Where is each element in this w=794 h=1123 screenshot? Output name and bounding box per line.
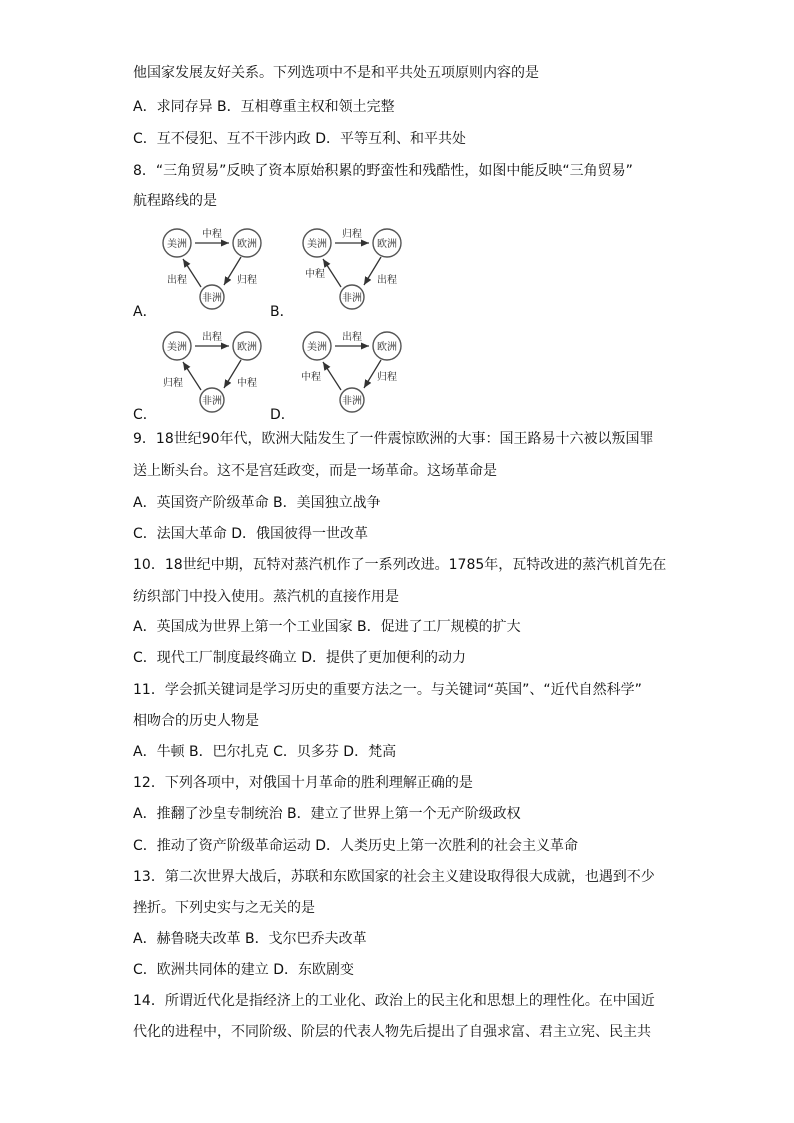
edge-label-left: 中程: [301, 372, 321, 383]
question-7-stem-end: 他国家发展友好关系。下列选项中不是和平共处五项原则内容的是: [133, 65, 539, 81]
edge-label-right: 归程: [237, 275, 257, 286]
option-b-label: B．: [270, 304, 294, 320]
question-10-stem: 10．18世纪中期，瓦特对蒸汽机作了一系列改进。1785年，瓦特改进的蒸汽机首先在: [133, 557, 667, 573]
question-7-options-ab: A．求同存异 B．互相尊重主权和领土完整: [133, 99, 395, 115]
question-9-options-cd: C．法国大革命 D．俄国彼得一世改革: [133, 526, 369, 542]
question-11-options: A．牛顿 B．巴尔扎克 C．贝多芬 D．梵高: [133, 744, 397, 760]
svg-text:欧洲: 欧洲: [377, 239, 397, 250]
svg-text:美洲: 美洲: [167, 342, 187, 353]
node-america: [303, 229, 331, 257]
svg-text:美洲: 美洲: [307, 239, 327, 250]
question-14-stem-cont: 代化的进程中，不同阶级、阶层的代表人物先后提出了自强求富、君主立宪、民主共: [133, 1024, 651, 1040]
node-europe: [233, 229, 261, 257]
node-america: [163, 229, 191, 257]
svg-text:欧洲: 欧洲: [377, 342, 397, 353]
question-13-stem-cont: 挫折。下列史实与之无关的是: [133, 900, 315, 916]
question-9-stem: 9．18世纪90年代，欧洲大陆发生了一件震惊欧洲的大事：国王路易十六被以叛国罪: [133, 431, 654, 447]
option-a-label: A．: [133, 304, 157, 320]
svg-text:美洲: 美洲: [307, 342, 327, 353]
edge-label-left: 出程: [167, 275, 187, 286]
question-8-stem: 8．“三角贸易”反映了资本原始积累的野蛮性和残酷性，如图中能反映“三角贸易”: [133, 163, 633, 179]
edge-label-top: 归程: [342, 229, 362, 240]
svg-text:欧洲: 欧洲: [237, 239, 257, 250]
question-13-options-cd: C．欧洲共同体的建立 D．东欧剧变: [133, 962, 355, 978]
question-10-stem-cont: 纺织部门中投入使用。蒸汽机的直接作用是: [133, 589, 399, 605]
question-10-options-cd: C．现代工厂制度最终确立 D．提供了更加便利的动力: [133, 650, 467, 666]
trade-route-diagram-d: [295, 328, 410, 413]
node-africa: [340, 285, 364, 309]
question-14-stem: 14．所谓近代化是指经济上的工业化、政治上的民主化和思想上的理性化。在中国近: [133, 993, 655, 1009]
question-7-options-cd: C．互不侵犯、互不干涉内政 D．平等互利、和平共处: [133, 131, 467, 147]
option-c-label: C．: [133, 407, 157, 423]
node-europe: [373, 229, 401, 257]
edge-label-right: 出程: [377, 275, 397, 286]
trade-route-diagram-b: [295, 225, 410, 310]
svg-text:非洲: 非洲: [342, 293, 362, 304]
node-africa: [340, 388, 364, 412]
edge-label-left: 中程: [305, 269, 325, 280]
svg-text:非洲: 非洲: [202, 293, 222, 304]
edge-label-top: 出程: [202, 332, 222, 343]
trade-route-diagram-a: [155, 225, 270, 310]
edge-label-right: 中程: [237, 378, 257, 389]
node-africa: [200, 388, 224, 412]
question-11-stem: 11．学会抓关键词是学习历史的重要方法之一。与关键词“英国”、“近代自然科学”: [133, 682, 642, 698]
node-europe: [373, 332, 401, 360]
question-12-options-cd: C．推动了资产阶级革命运动 D．人类历史上第一次胜利的社会主义革命: [133, 838, 579, 854]
question-13-stem: 13．第二次世界大战后，苏联和东欧国家的社会主义建设取得很大成就，也遇到不少: [133, 869, 655, 885]
svg-text:非洲: 非洲: [342, 396, 362, 407]
edge-label-left: 归程: [163, 378, 183, 389]
edge-label-right: 归程: [377, 372, 397, 383]
question-9-stem-cont: 送上断头台。这不是宫廷政变，而是一场革命。这场革命是: [133, 463, 497, 479]
svg-text:非洲: 非洲: [202, 396, 222, 407]
question-13-options-ab: A．赫鲁晓夫改革 B．戈尔巴乔夫改革: [133, 931, 367, 947]
node-europe: [233, 332, 261, 360]
edge-label-top: 中程: [202, 229, 222, 240]
node-america: [303, 332, 331, 360]
question-12-stem: 12．下列各项中，对俄国十月革命的胜利理解正确的是: [133, 775, 473, 791]
node-america: [163, 332, 191, 360]
option-d-label: D．: [270, 407, 295, 423]
question-9-options-ab: A．英国资产阶级革命 B．美国独立战争: [133, 495, 381, 511]
question-8-stem-cont: 航程路线的是: [133, 193, 217, 209]
edge-label-top: 出程: [342, 332, 362, 343]
svg-text:美洲: 美洲: [167, 239, 187, 250]
question-10-options-ab: A．英国成为世界上第一个工业国家 B．促进了工厂规模的扩大: [133, 619, 521, 635]
question-11-stem-cont: 相吻合的历史人物是: [133, 713, 259, 729]
question-12-options-ab: A．推翻了沙皇专制统治 B．建立了世界上第一个无产阶级政权: [133, 806, 521, 822]
node-africa: [200, 285, 224, 309]
svg-text:欧洲: 欧洲: [237, 342, 257, 353]
trade-route-diagram-c: [155, 328, 270, 413]
